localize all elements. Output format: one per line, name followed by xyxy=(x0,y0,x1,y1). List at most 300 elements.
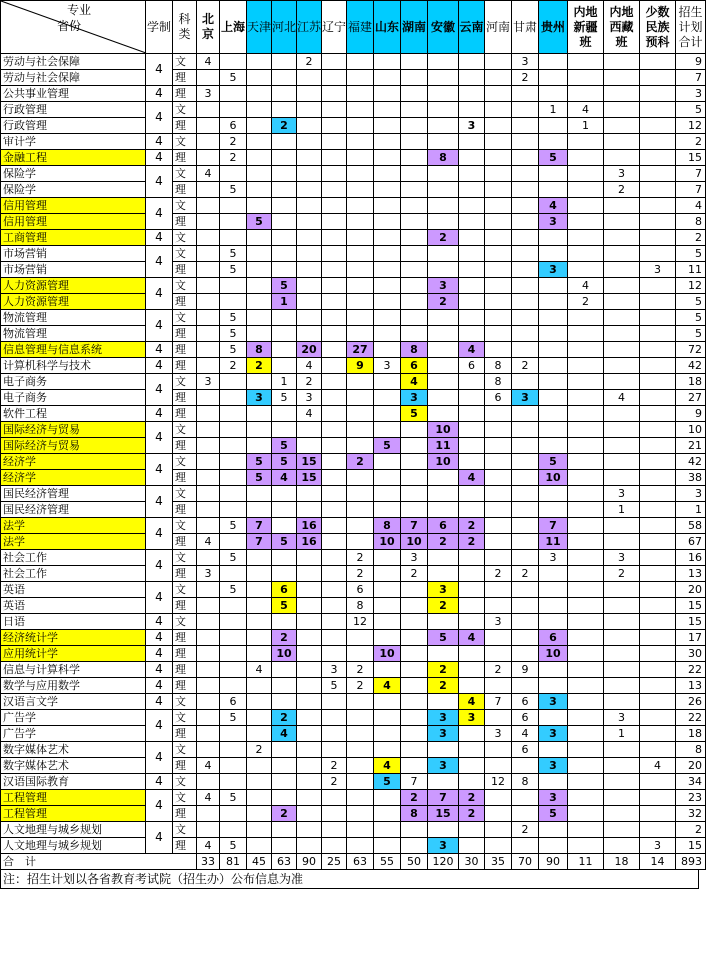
quota-cell xyxy=(374,214,401,230)
quota-cell xyxy=(272,102,297,118)
quota-cell: 10 xyxy=(374,534,401,550)
major-name: 社会工作 xyxy=(1,566,146,582)
quota-cell xyxy=(220,294,247,310)
quota-cell xyxy=(347,246,374,262)
row-total: 7 xyxy=(676,70,706,86)
quota-cell: 6 xyxy=(459,358,485,374)
quota-cell xyxy=(485,406,512,422)
quota-cell xyxy=(640,246,676,262)
row-total: 22 xyxy=(676,710,706,726)
quota-cell xyxy=(459,774,485,790)
quota-cell xyxy=(459,662,485,678)
quota-cell xyxy=(374,470,401,486)
quota-cell xyxy=(604,470,640,486)
quota-cell xyxy=(220,806,247,822)
quota-cell xyxy=(322,326,347,342)
table-row xyxy=(1,598,706,614)
major-name: 市场营销 xyxy=(1,246,146,262)
quota-cell xyxy=(197,406,220,422)
quota-cell xyxy=(197,70,220,86)
province-label: 省份 xyxy=(57,19,82,33)
quota-cell xyxy=(428,694,459,710)
quota-cell xyxy=(459,598,485,614)
row-total: 16 xyxy=(676,550,706,566)
quota-cell xyxy=(512,214,539,230)
quota-cell: 2 xyxy=(272,806,297,822)
table-row xyxy=(1,278,706,294)
quota-cell: 4 xyxy=(459,694,485,710)
quota-cell xyxy=(568,422,604,438)
quota-cell xyxy=(374,630,401,646)
quota-cell xyxy=(247,774,272,790)
quota-cell: 1 xyxy=(604,726,640,742)
quota-cell: 4 xyxy=(197,758,220,774)
quota-cell xyxy=(322,406,347,422)
quota-cell xyxy=(604,614,640,630)
quota-cell xyxy=(401,470,428,486)
quota-cell xyxy=(322,214,347,230)
quota-cell xyxy=(197,726,220,742)
quota-cell xyxy=(568,678,604,694)
quota-cell xyxy=(374,390,401,406)
quota-cell xyxy=(485,54,512,70)
quota-cell xyxy=(272,86,297,102)
quota-cell xyxy=(322,582,347,598)
quota-cell xyxy=(640,86,676,102)
kind-cell: 文 xyxy=(173,742,197,758)
quota-cell xyxy=(374,230,401,246)
quota-cell xyxy=(640,710,676,726)
quota-cell xyxy=(604,358,640,374)
row-total: 12 xyxy=(676,278,706,294)
quota-cell: 3 xyxy=(539,694,568,710)
quota-cell xyxy=(322,342,347,358)
quota-cell xyxy=(539,422,568,438)
quota-cell xyxy=(401,294,428,310)
quota-cell xyxy=(247,694,272,710)
major-name: 汉语言文学 xyxy=(1,694,146,710)
quota-cell xyxy=(604,54,640,70)
quota-cell xyxy=(539,566,568,582)
quota-cell: 6 xyxy=(220,694,247,710)
quota-cell: 5 xyxy=(220,710,247,726)
quota-cell xyxy=(347,54,374,70)
table-row xyxy=(1,550,706,566)
quota-cell xyxy=(374,102,401,118)
quota-cell: 7 xyxy=(485,694,512,710)
table-row xyxy=(1,694,706,710)
quota-cell xyxy=(604,342,640,358)
length-cell: 4 xyxy=(146,310,173,342)
major-name: 经济统计学 xyxy=(1,630,146,646)
quota-cell xyxy=(247,758,272,774)
quota-cell xyxy=(512,310,539,326)
quota-cell xyxy=(272,150,297,166)
quota-cell xyxy=(512,182,539,198)
quota-cell xyxy=(297,214,322,230)
quota-cell xyxy=(539,710,568,726)
quota-cell: 2 xyxy=(272,118,297,134)
table-row xyxy=(1,614,706,630)
major-name: 金融工程 xyxy=(1,150,146,166)
quota-cell: 3 xyxy=(604,166,640,182)
quota-cell: 12 xyxy=(347,614,374,630)
kind-cell: 理 xyxy=(173,758,197,774)
quota-cell xyxy=(640,646,676,662)
quota-cell xyxy=(428,502,459,518)
quota-cell xyxy=(297,566,322,582)
quota-cell: 3 xyxy=(428,582,459,598)
quota-cell xyxy=(459,150,485,166)
quota-cell: 1 xyxy=(272,374,297,390)
major-name: 保险学 xyxy=(1,166,146,182)
quota-cell xyxy=(512,454,539,470)
quota-cell xyxy=(604,230,640,246)
quota-cell xyxy=(272,486,297,502)
quota-cell xyxy=(485,822,512,838)
quota-cell: 4 xyxy=(640,758,676,774)
quota-cell: 4 xyxy=(539,198,568,214)
quota-cell xyxy=(197,326,220,342)
table-row xyxy=(1,342,706,358)
quota-cell xyxy=(568,598,604,614)
quota-cell: 3 xyxy=(297,390,322,406)
table-row xyxy=(1,838,706,854)
quota-cell: 4 xyxy=(568,102,604,118)
major-name: 人力资源管理 xyxy=(1,278,146,294)
quota-cell xyxy=(374,166,401,182)
quota-cell xyxy=(485,422,512,438)
quota-cell xyxy=(512,150,539,166)
quota-cell xyxy=(459,678,485,694)
quota-cell: 2 xyxy=(347,454,374,470)
quota-cell xyxy=(401,134,428,150)
quota-cell xyxy=(428,614,459,630)
quota-cell xyxy=(485,166,512,182)
quota-cell xyxy=(297,310,322,326)
quota-cell xyxy=(220,774,247,790)
quota-cell: 2 xyxy=(428,598,459,614)
table-row xyxy=(1,470,706,486)
quota-cell xyxy=(347,86,374,102)
quota-cell xyxy=(247,486,272,502)
quota-cell xyxy=(512,806,539,822)
quota-cell xyxy=(374,182,401,198)
quota-cell: 5 xyxy=(272,454,297,470)
length-cell: 4 xyxy=(146,342,173,358)
quota-cell xyxy=(459,182,485,198)
quota-cell xyxy=(247,70,272,86)
quota-cell xyxy=(640,438,676,454)
quota-cell xyxy=(568,662,604,678)
table-row xyxy=(1,214,706,230)
quota-cell xyxy=(640,662,676,678)
quota-cell xyxy=(539,278,568,294)
quota-cell xyxy=(512,518,539,534)
quota-cell xyxy=(604,374,640,390)
quota-cell: 5 xyxy=(220,790,247,806)
quota-cell xyxy=(539,294,568,310)
major-name: 市场营销 xyxy=(1,262,146,278)
quota-cell xyxy=(539,822,568,838)
quota-cell xyxy=(220,278,247,294)
major-name: 劳动与社会保障 xyxy=(1,70,146,86)
quota-cell xyxy=(247,646,272,662)
quota-cell xyxy=(297,630,322,646)
quota-cell xyxy=(640,310,676,326)
quota-cell xyxy=(640,326,676,342)
quota-cell xyxy=(512,502,539,518)
quota-cell xyxy=(220,422,247,438)
quota-cell xyxy=(347,294,374,310)
length-cell: 4 xyxy=(146,166,173,198)
quota-cell xyxy=(272,54,297,70)
quota-cell: 8 xyxy=(401,806,428,822)
province-header: 山东 xyxy=(374,1,401,54)
quota-cell: 5 xyxy=(220,518,247,534)
quota-cell xyxy=(347,710,374,726)
quota-cell xyxy=(568,230,604,246)
quota-cell: 8 xyxy=(512,774,539,790)
quota-cell xyxy=(568,70,604,86)
quota-cell xyxy=(197,294,220,310)
row-total: 30 xyxy=(676,646,706,662)
quota-cell: 3 xyxy=(197,374,220,390)
quota-cell xyxy=(568,518,604,534)
quota-cell: 4 xyxy=(197,838,220,854)
quota-cell xyxy=(568,710,604,726)
quota-cell xyxy=(247,598,272,614)
kind-cell: 文 xyxy=(173,246,197,262)
row-total: 27 xyxy=(676,390,706,406)
table-row xyxy=(1,358,706,374)
table-row xyxy=(1,534,706,550)
quota-cell xyxy=(297,486,322,502)
row-total: 72 xyxy=(676,342,706,358)
quota-cell: 6 xyxy=(512,742,539,758)
quota-cell xyxy=(640,614,676,630)
quota-cell xyxy=(322,726,347,742)
quota-cell xyxy=(374,502,401,518)
quota-cell xyxy=(322,150,347,166)
quota-cell xyxy=(604,326,640,342)
quota-cell xyxy=(401,70,428,86)
kind-cell: 文 xyxy=(173,422,197,438)
major-name: 经济学 xyxy=(1,470,146,486)
province-header: 少数民族预科 xyxy=(640,1,676,54)
quota-cell xyxy=(604,518,640,534)
quota-cell: 1 xyxy=(272,294,297,310)
quota-cell: 2 xyxy=(220,150,247,166)
quota-cell xyxy=(197,230,220,246)
quota-cell xyxy=(568,742,604,758)
quota-cell xyxy=(401,582,428,598)
quota-cell xyxy=(568,150,604,166)
major-name: 法学 xyxy=(1,518,146,534)
major-name: 信用管理 xyxy=(1,214,146,230)
quota-cell xyxy=(374,262,401,278)
quota-cell: 6 xyxy=(220,118,247,134)
quota-cell xyxy=(539,246,568,262)
quota-cell xyxy=(197,214,220,230)
quota-cell xyxy=(512,470,539,486)
quota-cell: 5 xyxy=(220,246,247,262)
quota-cell: 6 xyxy=(401,358,428,374)
row-total: 15 xyxy=(676,614,706,630)
quota-cell: 3 xyxy=(428,758,459,774)
quota-cell xyxy=(640,486,676,502)
quota-cell xyxy=(539,390,568,406)
quota-cell xyxy=(485,118,512,134)
quota-cell xyxy=(347,374,374,390)
quota-cell xyxy=(272,358,297,374)
quota-cell xyxy=(197,582,220,598)
table-row xyxy=(1,166,706,182)
quota-cell: 6 xyxy=(272,582,297,598)
row-total: 9 xyxy=(676,406,706,422)
row-total: 2 xyxy=(676,134,706,150)
quota-cell xyxy=(297,550,322,566)
kind-cell: 理 xyxy=(173,70,197,86)
quota-cell xyxy=(428,86,459,102)
quota-cell xyxy=(428,358,459,374)
quota-cell xyxy=(401,726,428,742)
table-row xyxy=(1,662,706,678)
row-total: 8 xyxy=(676,214,706,230)
quota-cell xyxy=(272,262,297,278)
quota-cell xyxy=(604,406,640,422)
quota-cell xyxy=(247,822,272,838)
major-name: 软件工程 xyxy=(1,406,146,422)
quota-cell xyxy=(512,614,539,630)
quota-cell xyxy=(297,246,322,262)
quota-cell xyxy=(459,198,485,214)
quota-cell: 2 xyxy=(272,630,297,646)
quota-cell xyxy=(428,182,459,198)
quota-cell xyxy=(297,326,322,342)
quota-cell xyxy=(347,502,374,518)
quota-cell xyxy=(247,422,272,438)
row-total: 3 xyxy=(676,86,706,102)
quota-cell: 11 xyxy=(428,438,459,454)
quota-cell: 3 xyxy=(401,390,428,406)
quota-cell xyxy=(604,742,640,758)
quota-cell xyxy=(374,198,401,214)
length-cell: 4 xyxy=(146,454,173,486)
quota-cell xyxy=(428,406,459,422)
kind-cell: 理 xyxy=(173,438,197,454)
quota-cell: 5 xyxy=(220,326,247,342)
quota-cell: 4 xyxy=(401,374,428,390)
quota-cell: 8 xyxy=(247,342,272,358)
quota-cell: 11 xyxy=(539,534,568,550)
kind-cell: 文 xyxy=(173,166,197,182)
major-name: 物流管理 xyxy=(1,310,146,326)
quota-cell: 2 xyxy=(459,790,485,806)
quota-cell xyxy=(347,742,374,758)
quota-cell xyxy=(640,822,676,838)
province-total: 63 xyxy=(272,854,297,870)
quota-cell xyxy=(512,758,539,774)
quota-cell xyxy=(604,134,640,150)
quota-cell xyxy=(247,806,272,822)
quota-cell xyxy=(322,134,347,150)
quota-cell xyxy=(539,438,568,454)
major-name: 人文地理与城乡规划 xyxy=(1,822,146,838)
table-row xyxy=(1,422,706,438)
quota-cell xyxy=(297,502,322,518)
row-total: 58 xyxy=(676,518,706,534)
quota-cell xyxy=(401,678,428,694)
quota-cell: 2 xyxy=(322,758,347,774)
quota-cell xyxy=(247,198,272,214)
quota-cell xyxy=(220,758,247,774)
kind-cell: 理 xyxy=(173,838,197,854)
quota-cell xyxy=(485,214,512,230)
quota-cell xyxy=(604,630,640,646)
quota-cell xyxy=(247,790,272,806)
quota-cell xyxy=(640,678,676,694)
quota-cell xyxy=(401,310,428,326)
row-total: 5 xyxy=(676,294,706,310)
quota-cell: 10 xyxy=(539,470,568,486)
quota-cell xyxy=(539,406,568,422)
quota-cell: 2 xyxy=(459,518,485,534)
quota-cell xyxy=(512,550,539,566)
quota-cell xyxy=(220,566,247,582)
quota-cell xyxy=(401,630,428,646)
quota-cell xyxy=(297,758,322,774)
quota-cell xyxy=(604,582,640,598)
major-name: 人力资源管理 xyxy=(1,294,146,310)
quota-cell xyxy=(374,454,401,470)
quota-cell xyxy=(604,86,640,102)
length-cell: 4 xyxy=(146,614,173,630)
quota-cell: 6 xyxy=(539,630,568,646)
table-row xyxy=(1,678,706,694)
quota-cell xyxy=(220,486,247,502)
quota-cell xyxy=(374,406,401,422)
quota-cell: 4 xyxy=(459,342,485,358)
kind-cell: 文 xyxy=(173,198,197,214)
quota-cell xyxy=(568,726,604,742)
quota-cell xyxy=(374,694,401,710)
length-cell: 4 xyxy=(146,102,173,134)
quota-cell xyxy=(374,582,401,598)
row-total: 5 xyxy=(676,310,706,326)
quota-cell xyxy=(428,742,459,758)
quota-cell xyxy=(539,358,568,374)
quota-cell xyxy=(247,630,272,646)
quota-cell xyxy=(512,422,539,438)
quota-cell xyxy=(322,630,347,646)
quota-cell xyxy=(512,406,539,422)
table-row xyxy=(1,102,706,118)
quota-cell: 3 xyxy=(539,262,568,278)
quota-cell xyxy=(272,166,297,182)
quota-cell xyxy=(539,166,568,182)
quota-cell xyxy=(220,214,247,230)
quota-cell xyxy=(297,422,322,438)
table-row xyxy=(1,54,706,70)
quota-cell xyxy=(247,566,272,582)
quota-cell xyxy=(197,358,220,374)
quota-cell xyxy=(374,422,401,438)
quota-cell xyxy=(297,790,322,806)
quota-cell xyxy=(247,406,272,422)
quota-cell xyxy=(568,214,604,230)
quota-cell xyxy=(197,598,220,614)
